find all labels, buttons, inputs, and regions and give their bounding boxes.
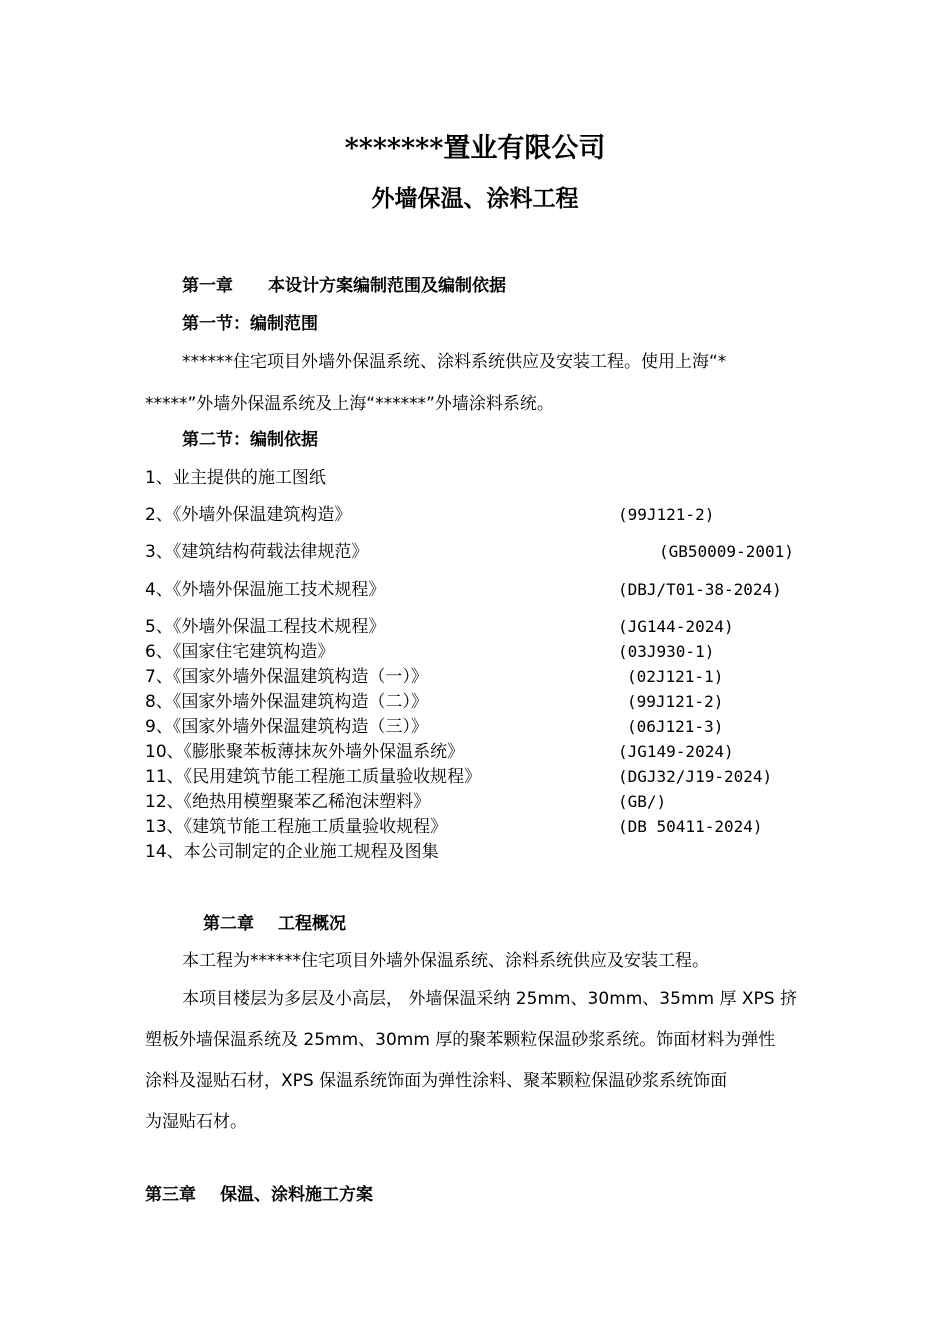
basis-item-text: 9、《国家外墙外保温建筑构造（三）》 [145,717,428,737]
chapter3-number: 第三章 [145,1185,196,1205]
basis-item-code: (02J121-1) [627,667,724,686]
company-title: *******置业有限公司 [344,133,606,164]
basis-item-text: 7、《国家外墙外保温建筑构造（一）》 [145,667,428,687]
basis-item-code: (JG149-2024) [618,742,734,761]
basis-item-text: 2、《外墙外保温建筑构造》 [145,505,352,525]
chapter1-number: 第一章 [182,276,233,296]
chapter2-paragraph1: 本工程为******住宅项目外墙外保温系统、涂料系统供应及安装工程。 [182,951,709,971]
basis-item-text: 10、《膨胀聚苯板薄抹灰外墙外保温系统》 [145,742,465,762]
section2-heading: 第二节：编制依据 [182,430,318,450]
basis-item-text: 8、《国家外墙外保温建筑构造（二）》 [145,692,428,712]
chapter2-paragraph2-line1: 本项目楼层为多层及小高层， 外墙保温采纳 25mm、30mm、35mm 厚 XPS 挤 [182,989,797,1009]
chapter1-title: 本设计方案编制范围及编制依据 [268,276,506,296]
basis-item-text: 1、业主提供的施工图纸 [145,468,326,488]
chapter2-paragraph2-line4: 为湿贴石材。 [145,1112,247,1132]
basis-item-code: (DBJ/T01-38-2024) [618,580,782,599]
basis-item-text: 3、《建筑结构荷载法律规范》 [145,542,369,562]
basis-item-code: (DB 50411-2024) [618,817,763,836]
basis-item-code: (03J930-1) [618,642,715,661]
section1-paragraph-line2: *****”外墙外保温系统及上海“******”外墙涂料系统。 [145,394,554,414]
chapter2-paragraph2-line3: 涂料及湿贴石材，XPS 保温系统饰面为弹性涂料、聚苯颗粒保温砂浆系统饰面 [145,1071,728,1091]
basis-item-text: 14、本公司制定的企业施工规程及图集 [145,842,439,862]
basis-item-text: 5、《外墙外保温工程技术规程》 [145,617,386,637]
basis-item-code: (06J121-3) [627,717,724,736]
basis-item-code: (JG144-2024) [618,617,734,636]
chapter2-number: 第二章 [203,914,254,934]
chapter2-title: 工程概况 [278,914,346,934]
basis-item-code: (DGJ32/J19-2024) [618,767,773,786]
basis-item-text: 6、《国家住宅建筑构造》 [145,642,335,662]
basis-item-code: (99J121-2) [627,692,724,711]
chapter3-title: 保温、涂料施工方案 [220,1185,373,1205]
basis-item-text: 11、《民用建筑节能工程施工质量验收规程》 [145,767,482,787]
basis-item-text: 4、《外墙外保温施工技术规程》 [145,580,386,600]
section1-heading: 第一节：编制范围 [182,314,318,334]
project-title: 外墙保温、涂料工程 [371,185,579,212]
basis-item-text: 13、《建筑节能工程施工质量验收规程》 [145,817,448,837]
section1-paragraph-line1: ******住宅项目外墙外保温系统、涂料系统供应及安装工程。使用上海“* [182,352,727,372]
basis-item-code: (GB50009-2001) [659,542,794,561]
chapter2-paragraph2-line2: 塑板外墙保温系统及 25mm、30mm 厚的聚苯颗粒保温砂浆系统。饰面材料为弹性 [145,1030,776,1050]
basis-item-code: (GB/) [618,792,667,811]
basis-item-text: 12、《绝热用模塑聚苯乙稀泡沫塑料》 [145,792,431,812]
basis-item-code: (99J121-2) [618,505,715,524]
